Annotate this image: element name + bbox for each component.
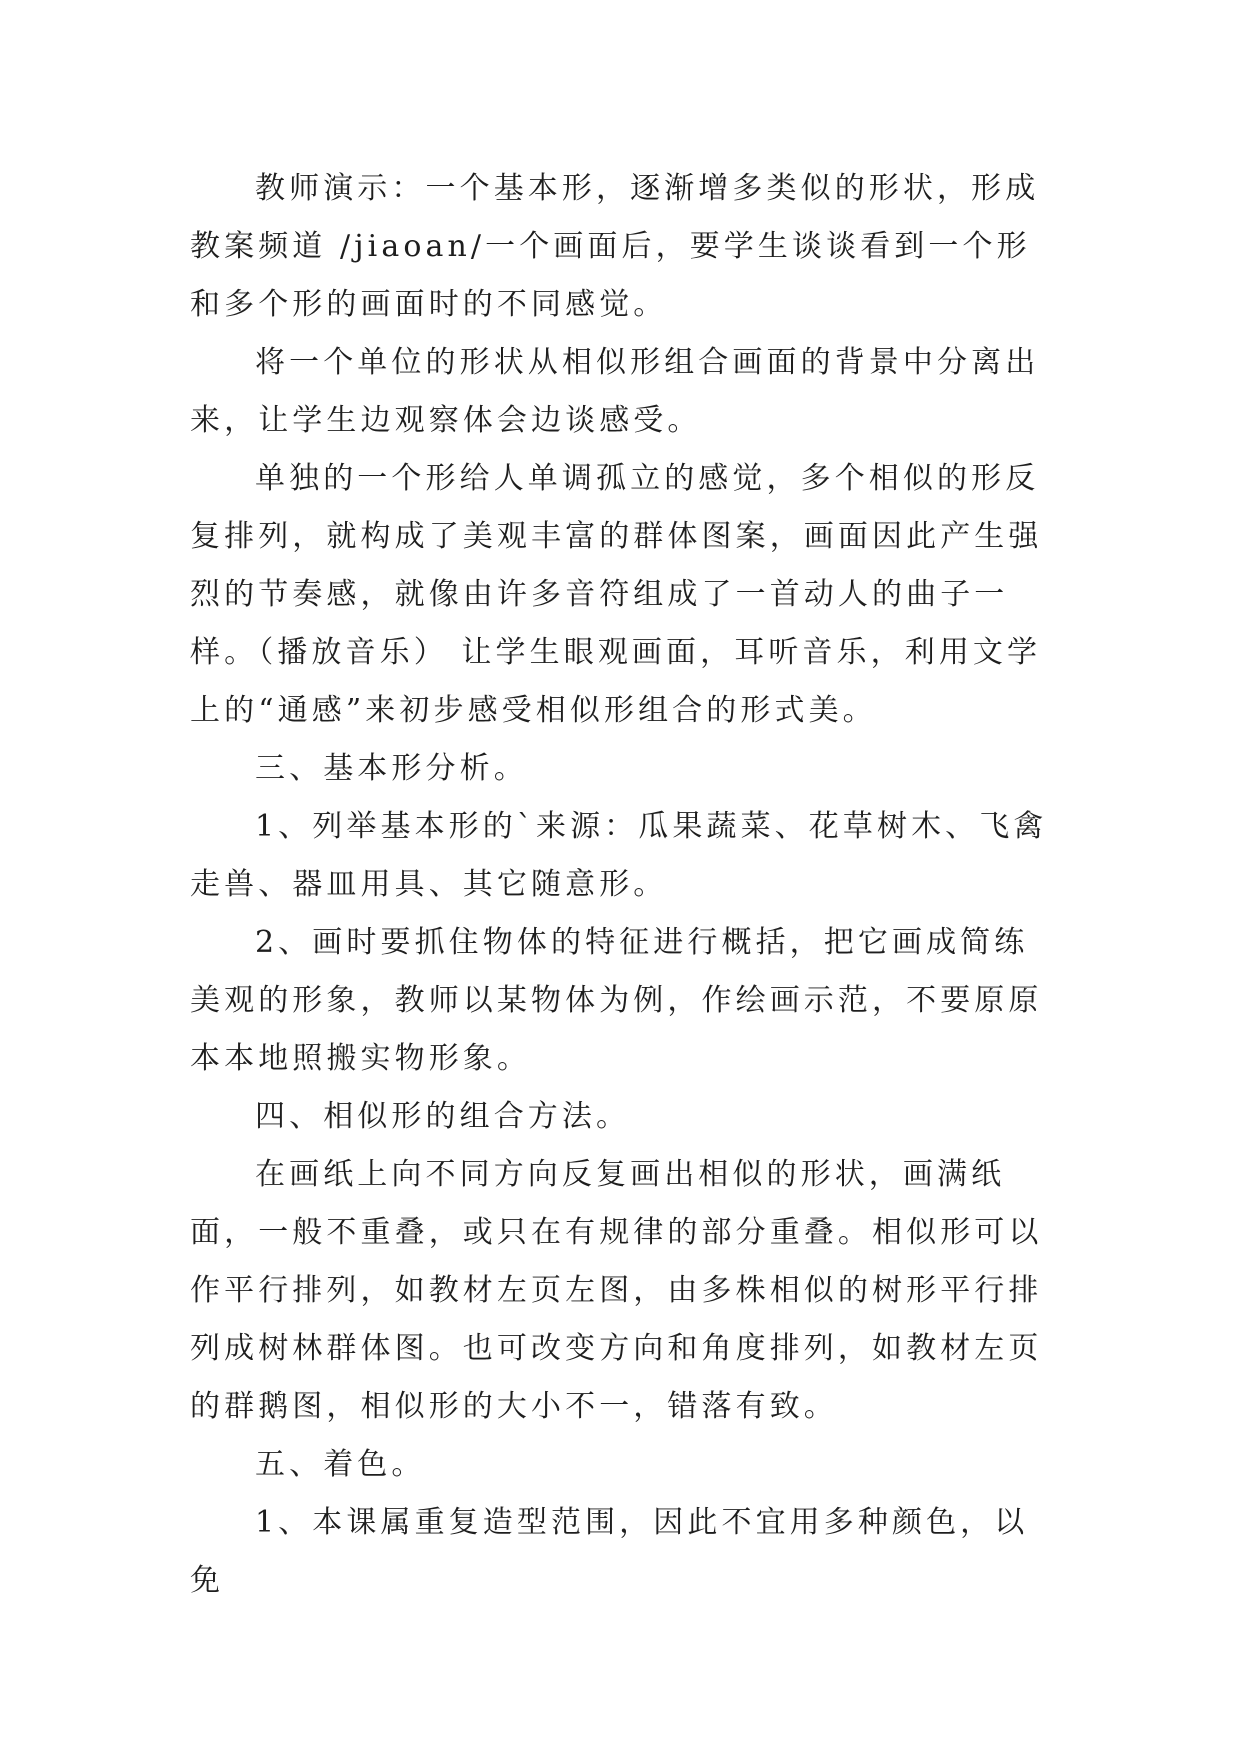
paragraph-rhythm: 单独的一个形给人单调孤立的感觉，多个相似的形反复排列，就构成了美观丰富的群体图案，画面因此产生强烈的节奏感，就像由许多音符组成了一首动人的曲子一样。（播放音乐） 让学生眼观画面，耳听音乐，利用文学上的“通感”来初步感受相似形组合的形式美。 — [190, 461, 1043, 728]
paragraph-teacher-demo: 教师演示：一个基本形，逐渐增多类似的形状，形成教案频道 /jiaoan/一个画面后，要学生谈谈看到一个形和多个形的画面时的不同感觉。 — [190, 171, 1040, 322]
document-body — [190, 160, 1052, 1610]
paragraph-coloring-rule: 1、本课属重复造型范围，因此不宜用多种颜色，以免 — [190, 1505, 1029, 1598]
heading-basic-shape-analysis: 三、基本形分析。 — [255, 751, 528, 786]
paragraph-shape-sources: 1、列举基本形的`来源：瓜果蔬菜、花草树木、飞禽走兽、器皿用具、其它随意形。 — [190, 809, 1048, 902]
paragraph-combination-details: 在画纸上向不同方向反复画出相似的形状，画满纸面，一般不重叠，或只在有规律的部分重叠。相似形可以作平行排列，如教材左页左图，由多株相似的树形平行排列成树林群体图。也可改变方向和角度排列，如教材左页的群鹅图，相似形的大小不一，错落有致。 — [190, 1157, 1043, 1424]
heading-coloring: 五、着色。 — [255, 1447, 426, 1482]
paragraph-separate-shape: 将一个单位的形状从相似形组合画面的背景中分离出来，让学生边观察体会边谈感受。 — [190, 345, 1040, 438]
heading-combination-methods: 四、相似形的组合方法。 — [255, 1099, 631, 1134]
paragraph-drawing-features: 2、画时要抓住物体的特征进行概括，把它画成简练美观的形象，教师以某物体为例，作绘画示范，不要原原本本地照搬实物形象。 — [190, 925, 1043, 1076]
